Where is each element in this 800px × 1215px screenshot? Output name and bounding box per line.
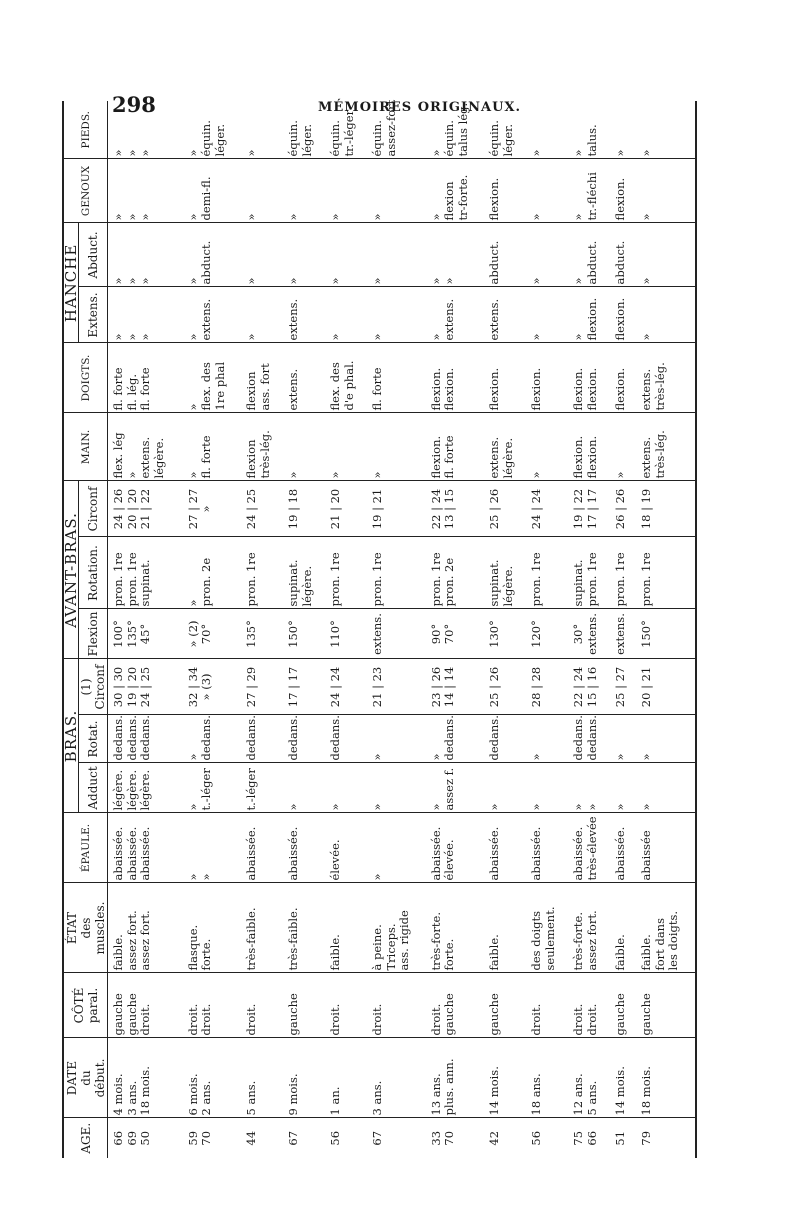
cell-doigts: flexion.	[526, 343, 568, 413]
cell-epaule: abaissée. très-élevée	[568, 813, 610, 883]
running-head: MÉMOIRES ORIGINAUX.	[318, 100, 522, 115]
cell-doigts: fl. forte fl. lég. fl. forte	[108, 343, 183, 413]
cell-acirc: 27 | 27 »	[183, 481, 241, 537]
cell-epaule: » »	[183, 813, 241, 883]
cell-date: 14 mois.	[610, 1038, 636, 1118]
cell-extens: »	[636, 287, 696, 343]
cell-abduct: abduct.	[610, 223, 636, 287]
cell-extens: » » »	[108, 287, 183, 343]
cell-rotation: pron. 1re	[325, 537, 367, 609]
cell-cote: gauche	[484, 973, 526, 1038]
cell-acirc: 19 | 21	[367, 481, 425, 537]
cell-doigts: extens. très-lég.	[636, 343, 696, 413]
cell-bcirc: 25 | 27	[610, 659, 636, 715]
header-hanche-abduct: Abduct.	[79, 223, 108, 287]
cell-extens: »	[526, 287, 568, 343]
cell-rotat: »	[526, 715, 568, 763]
header-avant-bras: AVANT-BRAS.	[63, 481, 79, 659]
cell-abduct: abduct.	[484, 223, 526, 287]
header-ab-circonf: Circonf	[79, 481, 108, 537]
cell-bcirc: 17 | 17	[283, 659, 325, 715]
cell-age: 66 69 50	[111, 1130, 152, 1146]
cell-adduct: » assez f.	[426, 763, 484, 813]
page-number: 298	[112, 92, 156, 117]
cell-flexion: 130°	[484, 609, 526, 659]
cell-cote: gauche	[283, 973, 325, 1038]
cell-abduct: »	[636, 223, 696, 287]
cell-bcirc: 20 | 21	[636, 659, 696, 715]
cell-doigts: flex. des d'e phal.	[325, 343, 367, 413]
cell-cote: droit. gauche	[426, 973, 484, 1038]
table-row	[183, 101, 241, 1158]
cell-doigts: flexion.	[610, 343, 636, 413]
cell-date: 18 mois.	[636, 1038, 696, 1118]
cell-extens: » extens.	[426, 287, 484, 343]
header-age: AGE.	[63, 1118, 108, 1158]
cell-extens: » extens.	[183, 287, 241, 343]
cell-cote: droit.	[325, 973, 367, 1038]
header-epaule: ÉPAULE.	[63, 813, 108, 883]
cell-bcirc: 24 | 24	[325, 659, 367, 715]
cell-flexion: 120°	[526, 609, 568, 659]
cell-date: 12 ans. 5 ans.	[568, 1038, 610, 1118]
table-row	[526, 101, 568, 1158]
cell-main: flexion. fl. forte	[426, 413, 484, 481]
cell-etat: très-faible.	[283, 883, 325, 973]
cell-bcirc: 22 | 24 15 | 16	[568, 659, 610, 715]
cell-adduct: »	[484, 763, 526, 813]
cell-abduct: » abduct.	[568, 223, 610, 287]
cell-rotat: » dedans.	[183, 715, 241, 763]
cell-rotation: pron. 1re	[526, 537, 568, 609]
cell-pieds: »	[526, 101, 568, 159]
cell-epaule: »	[367, 813, 425, 883]
header-doigts: DOIGTS.	[63, 343, 108, 413]
table-row	[568, 101, 610, 1158]
cell-epaule: abaissée. élevée.	[426, 813, 484, 883]
cell-epaule: abaissée.	[610, 813, 636, 883]
cell-age: 79	[636, 1118, 696, 1158]
header-date: DATE du début.	[63, 1038, 108, 1118]
cell-genoux: » » »	[108, 159, 183, 223]
cell-epaule: abaissée.	[283, 813, 325, 883]
cell-main: »	[325, 413, 367, 481]
cell-etat: faible. assez fort. assez fort.	[108, 883, 183, 973]
cell-cote: droit.	[526, 973, 568, 1038]
cell-extens: »	[325, 287, 367, 343]
cell-adduct: » t.-léger	[183, 763, 241, 813]
cell-adduct: »	[526, 763, 568, 813]
cell-rotat: dedans.	[484, 715, 526, 763]
table-body	[108, 101, 697, 1158]
cell-flexion: 150°	[283, 609, 325, 659]
cell-extens: » flexion.	[568, 287, 610, 343]
cell-genoux: flexion.	[484, 159, 526, 223]
cell-genoux: »	[367, 159, 425, 223]
cell-acirc: 24 | 25	[241, 481, 283, 537]
cell-cote: gauche gauche droit.	[108, 973, 183, 1038]
cell-rotat: »	[610, 715, 636, 763]
cell-acirc: 19 | 18	[283, 481, 325, 537]
table-row	[283, 101, 325, 1158]
cell-main: flexion très-lég.	[241, 413, 283, 481]
cell-extens: extens.	[484, 287, 526, 343]
cell-pieds: » équin. talus lég.	[426, 101, 484, 159]
cell-bcirc: 27 | 29	[241, 659, 283, 715]
cell-doigts: flexion ass. fort	[241, 343, 283, 413]
header-ab-rotation: Rotation.	[79, 537, 108, 609]
cell-age: 51	[613, 1130, 628, 1146]
cell-doigts: » flex. des 1re phal	[183, 343, 241, 413]
cell-acirc: 26 | 26	[610, 481, 636, 537]
cell-extens: »	[241, 287, 283, 343]
header-hanche-extens: Extens.	[79, 287, 108, 343]
cell-pieds: »	[610, 101, 636, 159]
cell-rotat: dedans.	[283, 715, 325, 763]
cell-rotation: supinat. légère.	[484, 537, 526, 609]
cell-doigts: extens.	[283, 343, 325, 413]
cell-age: 42	[487, 1130, 502, 1146]
cell-adduct: »	[636, 763, 696, 813]
cell-rotat: »	[367, 715, 425, 763]
cell-rotat: dedans.	[325, 715, 367, 763]
cell-acirc: 22 | 24 13 | 15	[426, 481, 484, 537]
cell-genoux: » tr.-fléchi	[568, 159, 610, 223]
cell-abduct: » »	[426, 223, 484, 287]
cell-genoux: »	[325, 159, 367, 223]
cell-date: 13 ans. plus. ann.	[426, 1038, 484, 1118]
cell-main: extens. légère.	[484, 413, 526, 481]
cell-acirc: 19 | 22 17 | 17	[568, 481, 610, 537]
cell-date: 9 mois.	[283, 1038, 325, 1118]
cell-abduct: »	[367, 223, 425, 287]
cell-main: » fl. forte	[183, 413, 241, 481]
cell-flexion: 150°	[636, 609, 696, 659]
cell-etat: faible.	[325, 883, 367, 973]
cell-abduct: »	[526, 223, 568, 287]
cell-genoux: flexion.	[610, 159, 636, 223]
cell-epaule: abaissée.	[484, 813, 526, 883]
cell-pieds: équin. tr.-léger	[325, 101, 367, 159]
cell-pieds: équin. assez-fort	[367, 101, 425, 159]
cell-acirc: 24 | 24	[526, 481, 568, 537]
cell-rotation: » pron. 2e	[183, 537, 241, 609]
cell-flexion: 90° 70°	[426, 609, 484, 659]
cell-rotation: supinat. pron. 1re	[568, 537, 610, 609]
cell-flexion: » (2) 70°	[183, 609, 241, 659]
cell-extens: flexion.	[610, 287, 636, 343]
header-etat: ÉTAT des muscles.	[63, 883, 108, 973]
cell-bcirc: 25 | 26	[484, 659, 526, 715]
cell-adduct: légère. légère. légère.	[108, 763, 183, 813]
cell-main: extens. très-lég.	[636, 413, 696, 481]
cell-etat: faible.	[610, 883, 636, 973]
cell-date: 1 an.	[325, 1038, 367, 1118]
cell-age: 56	[328, 1130, 343, 1146]
cell-adduct: t.-léger	[241, 763, 283, 813]
cell-main: »	[610, 413, 636, 481]
cell-doigts: flexion. flexion.	[426, 343, 484, 413]
cell-bcirc: 23 | 26 14 | 14	[426, 659, 484, 715]
cell-etat: très-forte. forte.	[426, 883, 484, 973]
cell-date: 3 ans.	[367, 1038, 425, 1118]
cell-epaule: abaissée.	[526, 813, 568, 883]
cell-rotat: dedans.	[241, 715, 283, 763]
cell-flexion: 100° 135° 45°	[108, 609, 183, 659]
cell-main: flexion. flexion.	[568, 413, 610, 481]
cell-rotat: »	[636, 715, 696, 763]
table-row	[610, 101, 636, 1158]
cell-rotat: dedans. dedans.	[568, 715, 610, 763]
cell-adduct: »	[283, 763, 325, 813]
cell-date: 6 mois. 2 ans.	[183, 1038, 241, 1118]
table-row	[367, 101, 425, 1158]
header-bras-rotat: Rotat.	[79, 715, 108, 763]
cell-doigts: fl. forte	[367, 343, 425, 413]
cell-age: 75 66	[571, 1130, 599, 1146]
cell-bcirc: 21 | 23	[367, 659, 425, 715]
cell-abduct: » abduct.	[183, 223, 241, 287]
cell-acirc: 25 | 26	[484, 481, 526, 537]
table-row	[241, 101, 283, 1158]
cell-cote: gauche	[636, 973, 696, 1038]
table-row	[636, 101, 696, 1158]
cell-acirc: 21 | 20	[325, 481, 367, 537]
cell-age: 44	[244, 1130, 259, 1146]
cell-pieds: » équin. léger.	[183, 101, 241, 159]
cell-epaule: abaissée. abaissée. abaissée.	[108, 813, 183, 883]
cell-pieds: »	[636, 101, 696, 159]
cell-acirc: 18 | 19	[636, 481, 696, 537]
cell-epaule: élevée.	[325, 813, 367, 883]
cell-adduct: »	[325, 763, 367, 813]
cell-extens: »	[367, 287, 425, 343]
cell-genoux: »	[526, 159, 568, 223]
cell-doigts: flexion.	[484, 343, 526, 413]
cell-rotat: » dedans.	[426, 715, 484, 763]
cell-cote: gauche	[610, 973, 636, 1038]
cell-date: 5 ans.	[241, 1038, 283, 1118]
header-pieds: PIEDS.	[63, 101, 108, 159]
cell-date: 4 mois. 3 ans. 18 mois.	[108, 1038, 183, 1118]
cell-abduct: » » »	[108, 223, 183, 287]
cell-rotation: pron. 1re	[367, 537, 425, 609]
cell-age: 59 70	[185, 1130, 214, 1146]
cell-rotation: pron. 1re	[241, 537, 283, 609]
cell-cote: droit.	[241, 973, 283, 1038]
cell-adduct: »	[610, 763, 636, 813]
cell-age: 67	[286, 1130, 301, 1146]
cell-pieds: équin. léger.	[283, 101, 325, 159]
cell-pieds: » » »	[108, 101, 183, 159]
cell-age: 56	[529, 1130, 544, 1146]
header-cote: CÔTÉ paral.	[63, 973, 108, 1038]
cell-main: »	[367, 413, 425, 481]
cell-cote: droit. droit.	[183, 973, 241, 1038]
header-genoux: GENOUX	[63, 159, 108, 223]
cell-flexion: 30° extens.	[568, 609, 610, 659]
cell-date: 14 mois.	[484, 1038, 526, 1118]
header-bras-circonf: (1) Circonf	[79, 659, 108, 715]
table-row	[426, 101, 484, 1158]
header-bras-adduct: Adduct	[79, 763, 108, 813]
cell-genoux: » flexion tr-forte.	[426, 159, 484, 223]
cell-etat: à peine. Triceps. ass. rigide	[367, 883, 425, 973]
cell-bcirc: 28 | 28	[526, 659, 568, 715]
header-main: MAIN.	[63, 413, 108, 481]
cell-genoux: »	[636, 159, 696, 223]
cell-main: »	[283, 413, 325, 481]
cell-rotation: pron. 1re	[610, 537, 636, 609]
header-hanche: HANCHE	[63, 223, 79, 343]
cell-flexion: 110°	[325, 609, 367, 659]
cell-genoux: »	[241, 159, 283, 223]
cell-bcirc: 30 | 30 19 | 20 24 | 25	[108, 659, 183, 715]
cell-acirc: 24 | 26 20 | 20 21 | 22	[108, 481, 183, 537]
cell-abduct: »	[325, 223, 367, 287]
cell-flexion: extens.	[367, 609, 425, 659]
cell-adduct: » »	[568, 763, 610, 813]
cell-genoux: »	[283, 159, 325, 223]
data-table	[62, 101, 697, 1158]
cell-rotation: pron. 1re pron. 2e	[426, 537, 484, 609]
cell-genoux: » demi-fl.	[183, 159, 241, 223]
cell-main: flex. lég » extens. légère.	[108, 413, 183, 481]
cell-cote: droit.	[367, 973, 425, 1038]
cell-pieds: »	[241, 101, 283, 159]
cell-bcirc: 32 | 34 » (3)	[183, 659, 241, 715]
cell-cote: droit. droit.	[568, 973, 610, 1038]
cell-rotat: dedans. dedans. dedans.	[108, 715, 183, 763]
cell-etat: très-forte. assez fort.	[568, 883, 610, 973]
cell-extens: extens.	[283, 287, 325, 343]
cell-epaule: abaissée.	[241, 813, 283, 883]
cell-etat: faible. fort dans les doigts.	[636, 883, 696, 973]
cell-doigts: flexion. flexion.	[568, 343, 610, 413]
cell-etat: faible.	[484, 883, 526, 973]
cell-date: 18 ans.	[526, 1038, 568, 1118]
cell-abduct: »	[241, 223, 283, 287]
header-ab-flexion: Flexion	[79, 609, 108, 659]
cell-age: 67	[370, 1130, 385, 1146]
header-bras: BRAS.	[63, 659, 79, 813]
cell-abduct: »	[283, 223, 325, 287]
table-row	[325, 101, 367, 1158]
cell-etat: des doigts seulement.	[526, 883, 568, 973]
cell-pieds: » talus.	[568, 101, 610, 159]
cell-flexion: extens.	[610, 609, 636, 659]
cell-adduct: »	[367, 763, 425, 813]
cell-rotation: pron. 1re	[636, 537, 696, 609]
cell-flexion: 135°	[241, 609, 283, 659]
table-row	[108, 101, 183, 1158]
cell-etat: flasque. forte.	[183, 883, 241, 973]
cell-rotation: pron. 1re pron. 1re supinat.	[108, 537, 183, 609]
table-row	[484, 101, 526, 1158]
cell-etat: très-faible.	[241, 883, 283, 973]
cell-pieds: équin. léger.	[484, 101, 526, 159]
cell-epaule: abaissée	[636, 813, 696, 883]
cell-age: 33 70	[428, 1130, 457, 1146]
cell-main: »	[526, 413, 568, 481]
cell-rotation: supinat. légère.	[283, 537, 325, 609]
